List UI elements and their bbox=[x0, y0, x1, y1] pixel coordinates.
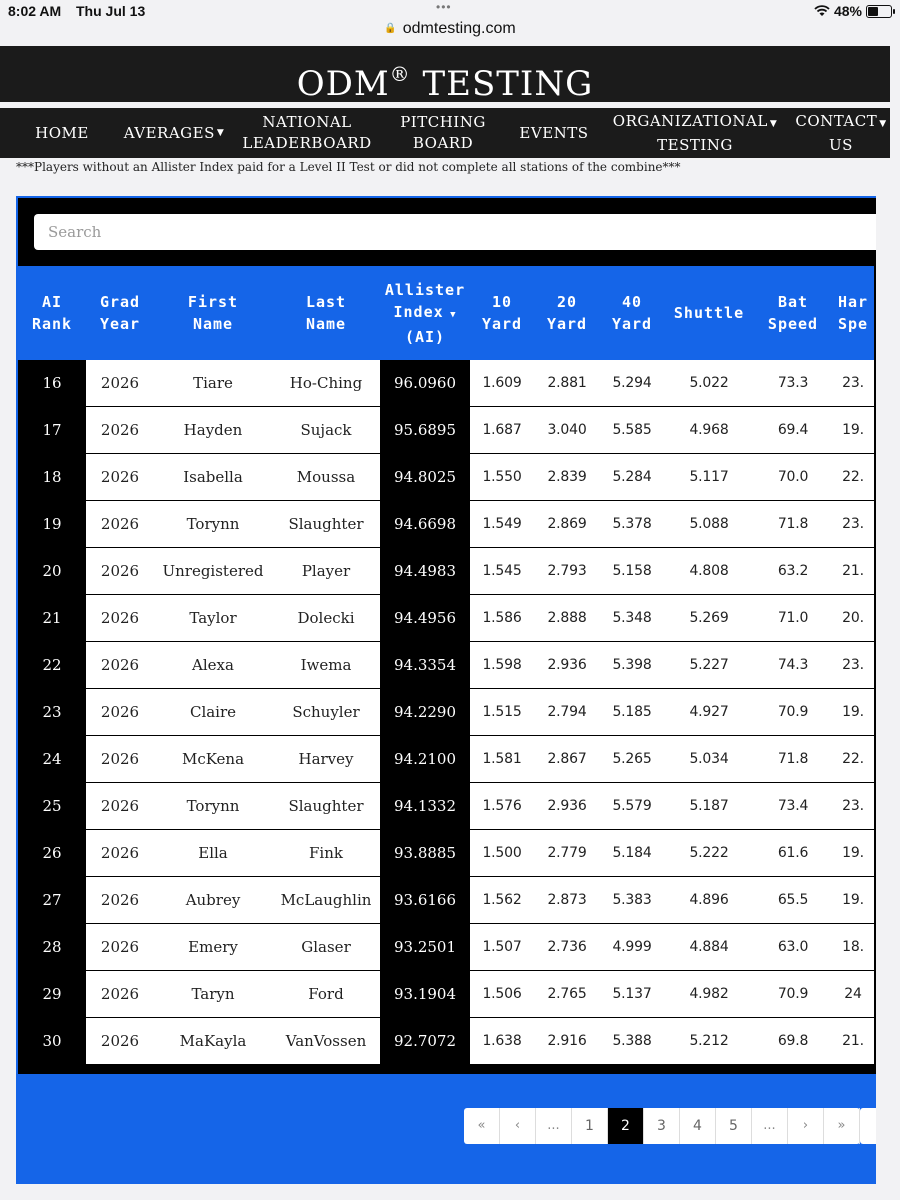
nav-averages[interactable]: AVERAGES ▼ bbox=[123, 123, 225, 142]
cell-last-name: Ho-Ching bbox=[272, 360, 380, 407]
cell-twenty-yard: 2.881 bbox=[534, 360, 600, 407]
cell-ten-yard: 1.550 bbox=[470, 454, 534, 501]
table-row[interactable] bbox=[18, 407, 874, 454]
cell-hand-speed: 18. bbox=[832, 924, 874, 971]
cell-twenty-yard: 3.040 bbox=[534, 407, 600, 454]
cell-allister-index: 94.2100 bbox=[380, 736, 470, 783]
cell-twenty-yard: 2.869 bbox=[534, 501, 600, 548]
table-row[interactable] bbox=[18, 501, 874, 548]
col-header-first-name[interactable]: First Name bbox=[154, 266, 272, 360]
leaderboard-panel bbox=[16, 196, 876, 1184]
cell-twenty-yard: 2.839 bbox=[534, 454, 600, 501]
date: Thu Jul 13 bbox=[76, 3, 146, 19]
cell-hand-speed: 23. bbox=[832, 783, 874, 830]
cell-hand-speed: 20. bbox=[832, 595, 874, 642]
ellipsis-button[interactable]: ... bbox=[536, 1108, 572, 1144]
cell-forty-yard: 5.348 bbox=[600, 595, 664, 642]
cell-shuttle: 5.222 bbox=[664, 830, 754, 877]
cell-forty-yard: 5.579 bbox=[600, 783, 664, 830]
cell-ai-rank: 27 bbox=[18, 877, 86, 924]
cell-forty-yard: 5.294 bbox=[600, 360, 664, 407]
cell-twenty-yard: 2.793 bbox=[534, 548, 600, 595]
lock-icon: 🔒 bbox=[384, 23, 397, 34]
table-body bbox=[18, 360, 874, 1065]
table-row[interactable] bbox=[18, 642, 874, 689]
table-row[interactable] bbox=[18, 548, 874, 595]
cell-hand-speed: 19. bbox=[832, 407, 874, 454]
cell-forty-yard: 5.398 bbox=[600, 642, 664, 689]
cell-grad-year: 2026 bbox=[86, 830, 154, 877]
cell-last-name: Ford bbox=[272, 971, 380, 1018]
cell-grad-year: 2026 bbox=[86, 1018, 154, 1065]
wifi-icon bbox=[814, 5, 830, 17]
cell-allister-index: 94.4956 bbox=[380, 595, 470, 642]
cell-allister-index: 94.8025 bbox=[380, 454, 470, 501]
cell-bat-speed: 70.9 bbox=[754, 971, 832, 1018]
cell-first-name: Unregistered bbox=[154, 548, 272, 595]
cell-shuttle: 5.227 bbox=[664, 642, 754, 689]
col-header-ai-rank[interactable]: AI Rank bbox=[18, 266, 86, 360]
site-title[interactable]: ODM® TESTING bbox=[0, 46, 890, 102]
cell-forty-yard: 5.137 bbox=[600, 971, 664, 1018]
cell-ten-yard: 1.609 bbox=[470, 360, 534, 407]
cell-grad-year: 2026 bbox=[86, 877, 154, 924]
nav-organizational-testing[interactable]: ORGANIZATIONAL ▼ TESTING bbox=[612, 111, 778, 154]
cell-hand-speed: 21. bbox=[832, 548, 874, 595]
cell-first-name: Claire bbox=[154, 689, 272, 736]
cell-allister-index: 93.1904 bbox=[380, 971, 470, 1018]
cell-last-name: Schuyler bbox=[272, 689, 380, 736]
cell-shuttle: 5.187 bbox=[664, 783, 754, 830]
cell-grad-year: 2026 bbox=[86, 689, 154, 736]
table-row[interactable] bbox=[18, 454, 874, 501]
cell-bat-speed: 71.0 bbox=[754, 595, 832, 642]
cell-bat-speed: 74.3 bbox=[754, 642, 832, 689]
cell-bat-speed: 71.8 bbox=[754, 736, 832, 783]
cell-ten-yard: 1.545 bbox=[470, 548, 534, 595]
cell-forty-yard: 5.585 bbox=[600, 407, 664, 454]
cell-forty-yard: 5.184 bbox=[600, 830, 664, 877]
cell-ten-yard: 1.515 bbox=[470, 689, 534, 736]
cell-twenty-yard: 2.936 bbox=[534, 642, 600, 689]
caret-down-icon: ▼ bbox=[879, 118, 887, 129]
cell-ai-rank: 20 bbox=[18, 548, 86, 595]
cell-forty-yard: 5.378 bbox=[600, 501, 664, 548]
nav-national-leaderboard[interactable]: NATIONAL LEADERBOARD bbox=[242, 113, 372, 152]
caret-down-icon: ▼ bbox=[216, 127, 225, 138]
cell-first-name: Torynn bbox=[154, 783, 272, 830]
cell-first-name: Torynn bbox=[154, 501, 272, 548]
cell-hand-speed: 21. bbox=[832, 1018, 874, 1065]
cell-hand-speed: 23. bbox=[832, 642, 874, 689]
col-header-grad-year[interactable]: Grad Year bbox=[86, 266, 154, 360]
cell-ten-yard: 1.507 bbox=[470, 924, 534, 971]
cell-ten-yard: 1.576 bbox=[470, 783, 534, 830]
battery-icon bbox=[866, 5, 892, 18]
cell-first-name: Hayden bbox=[154, 407, 272, 454]
cell-last-name: Slaughter bbox=[272, 783, 380, 830]
cell-shuttle: 4.968 bbox=[664, 407, 754, 454]
address-bar[interactable] bbox=[0, 20, 900, 38]
leaderboard-table bbox=[18, 266, 874, 1065]
cell-allister-index: 94.4983 bbox=[380, 548, 470, 595]
cell-first-name: Taryn bbox=[154, 971, 272, 1018]
cell-twenty-yard: 2.888 bbox=[534, 595, 600, 642]
cell-last-name: Dolecki bbox=[272, 595, 380, 642]
cell-forty-yard: 5.383 bbox=[600, 877, 664, 924]
cell-ai-rank: 23 bbox=[18, 689, 86, 736]
last-page-button[interactable]: » bbox=[824, 1108, 860, 1144]
cell-shuttle: 5.117 bbox=[664, 454, 754, 501]
cell-ai-rank: 22 bbox=[18, 642, 86, 689]
cell-shuttle: 5.022 bbox=[664, 360, 754, 407]
cell-last-name: Sujack bbox=[272, 407, 380, 454]
pagination bbox=[464, 1108, 860, 1144]
table-row[interactable] bbox=[18, 783, 874, 830]
cell-ten-yard: 1.581 bbox=[470, 736, 534, 783]
multitasking-dots-icon[interactable]: ••• bbox=[436, 0, 452, 14]
pagination-overflow bbox=[860, 1108, 876, 1144]
table-row[interactable] bbox=[18, 689, 874, 736]
page-1-button[interactable]: 1 bbox=[572, 1108, 608, 1144]
cell-last-name: Fink bbox=[272, 830, 380, 877]
cell-hand-speed: 19. bbox=[832, 877, 874, 924]
cell-grad-year: 2026 bbox=[86, 924, 154, 971]
table-row[interactable] bbox=[18, 360, 874, 407]
table-row[interactable] bbox=[18, 924, 874, 971]
cell-shuttle: 5.269 bbox=[664, 595, 754, 642]
nav-contact-us[interactable]: CONTACT ▼ US bbox=[795, 111, 887, 154]
cell-grad-year: 2026 bbox=[86, 971, 154, 1018]
cell-forty-yard: 5.185 bbox=[600, 689, 664, 736]
cell-ai-rank: 30 bbox=[18, 1018, 86, 1065]
page-3-button[interactable]: 3 bbox=[644, 1108, 680, 1144]
cell-allister-index: 93.8885 bbox=[380, 830, 470, 877]
cell-hand-speed: 19. bbox=[832, 689, 874, 736]
battery-percent: 48% bbox=[833, 3, 862, 19]
cell-forty-yard: 4.999 bbox=[600, 924, 664, 971]
cell-first-name: Isabella bbox=[154, 454, 272, 501]
cell-last-name: Slaughter bbox=[272, 501, 380, 548]
cell-ai-rank: 16 bbox=[18, 360, 86, 407]
cell-ai-rank: 24 bbox=[18, 736, 86, 783]
cell-bat-speed: 70.0 bbox=[754, 454, 832, 501]
cell-ai-rank: 25 bbox=[18, 783, 86, 830]
col-header-shuttle[interactable]: Shuttle bbox=[664, 266, 754, 360]
cell-twenty-yard: 2.873 bbox=[534, 877, 600, 924]
nav-events[interactable]: EVENTS bbox=[519, 123, 589, 142]
cell-bat-speed: 71.8 bbox=[754, 501, 832, 548]
cell-forty-yard: 5.388 bbox=[600, 1018, 664, 1065]
cell-ai-rank: 19 bbox=[18, 501, 86, 548]
cell-last-name: VanVossen bbox=[272, 1018, 380, 1065]
cell-hand-speed: 22. bbox=[832, 454, 874, 501]
nav-home[interactable]: HOME bbox=[35, 123, 89, 142]
table-row[interactable] bbox=[18, 1018, 874, 1065]
cell-allister-index: 95.6895 bbox=[380, 407, 470, 454]
cell-ten-yard: 1.500 bbox=[470, 830, 534, 877]
cell-grad-year: 2026 bbox=[86, 642, 154, 689]
cell-ten-yard: 1.687 bbox=[470, 407, 534, 454]
device-status-bar bbox=[0, 0, 900, 46]
col-header-allister-index[interactable]: Allister Index ▼ (AI) bbox=[380, 266, 470, 360]
cell-shuttle: 4.808 bbox=[664, 548, 754, 595]
prev-page-button[interactable]: ‹ bbox=[500, 1108, 536, 1144]
cell-first-name: Aubrey bbox=[154, 877, 272, 924]
cell-allister-index: 94.1332 bbox=[380, 783, 470, 830]
cell-first-name: McKena bbox=[154, 736, 272, 783]
cell-ai-rank: 28 bbox=[18, 924, 86, 971]
cell-allister-index: 93.2501 bbox=[380, 924, 470, 971]
cell-grad-year: 2026 bbox=[86, 548, 154, 595]
cell-first-name: MaKayla bbox=[154, 1018, 272, 1065]
cell-first-name: Ella bbox=[154, 830, 272, 877]
table-header-row bbox=[18, 266, 874, 360]
cell-shuttle: 4.884 bbox=[664, 924, 754, 971]
cell-bat-speed: 69.4 bbox=[754, 407, 832, 454]
cell-hand-speed: 24 bbox=[832, 971, 874, 1018]
url-text: odmtesting.com bbox=[402, 20, 516, 37]
cell-twenty-yard: 2.765 bbox=[534, 971, 600, 1018]
cell-forty-yard: 5.158 bbox=[600, 548, 664, 595]
cell-grad-year: 2026 bbox=[86, 454, 154, 501]
col-header-forty-yard[interactable]: 40 Yard bbox=[600, 266, 664, 360]
cell-forty-yard: 5.284 bbox=[600, 454, 664, 501]
cell-ten-yard: 1.506 bbox=[470, 971, 534, 1018]
table-row[interactable] bbox=[18, 971, 874, 1018]
cell-last-name: Moussa bbox=[272, 454, 380, 501]
page-4-button[interactable]: 4 bbox=[680, 1108, 716, 1144]
col-header-last-name[interactable]: Last Name bbox=[272, 266, 380, 360]
cell-allister-index: 94.6698 bbox=[380, 501, 470, 548]
cell-twenty-yard: 2.916 bbox=[534, 1018, 600, 1065]
cell-allister-index: 94.2290 bbox=[380, 689, 470, 736]
col-header-bat-speed[interactable]: Bat Speed bbox=[754, 266, 832, 360]
cell-grad-year: 2026 bbox=[86, 783, 154, 830]
cell-bat-speed: 73.3 bbox=[754, 360, 832, 407]
cell-ten-yard: 1.586 bbox=[470, 595, 534, 642]
cell-grad-year: 2026 bbox=[86, 360, 154, 407]
cell-first-name: Taylor bbox=[154, 595, 272, 642]
cell-ai-rank: 18 bbox=[18, 454, 86, 501]
cell-bat-speed: 69.8 bbox=[754, 1018, 832, 1065]
cell-last-name: McLaughlin bbox=[272, 877, 380, 924]
clock: 8:02 AM bbox=[8, 3, 62, 19]
cell-twenty-yard: 2.779 bbox=[534, 830, 600, 877]
table-row[interactable] bbox=[18, 877, 874, 924]
table-row[interactable] bbox=[18, 736, 874, 783]
cell-ten-yard: 1.549 bbox=[470, 501, 534, 548]
table-row[interactable] bbox=[18, 595, 874, 642]
cell-shuttle: 4.896 bbox=[664, 877, 754, 924]
cell-allister-index: 94.3354 bbox=[380, 642, 470, 689]
cell-hand-speed: 23. bbox=[832, 501, 874, 548]
col-header-ten-yard[interactable]: 10 Yard bbox=[470, 266, 534, 360]
status-right bbox=[814, 3, 892, 19]
cell-ai-rank: 26 bbox=[18, 830, 86, 877]
cell-first-name: Alexa bbox=[154, 642, 272, 689]
first-page-button[interactable]: « bbox=[464, 1108, 500, 1144]
cell-grad-year: 2026 bbox=[86, 595, 154, 642]
cell-ai-rank: 29 bbox=[18, 971, 86, 1018]
cell-first-name: Tiare bbox=[154, 360, 272, 407]
cell-ten-yard: 1.562 bbox=[470, 877, 534, 924]
cell-bat-speed: 61.6 bbox=[754, 830, 832, 877]
cell-hand-speed: 23. bbox=[832, 360, 874, 407]
cell-bat-speed: 63.0 bbox=[754, 924, 832, 971]
cell-allister-index: 93.6166 bbox=[380, 877, 470, 924]
cell-first-name: Emery bbox=[154, 924, 272, 971]
cell-last-name: Iwema bbox=[272, 642, 380, 689]
cell-hand-speed: 19. bbox=[832, 830, 874, 877]
nav-pitching-board[interactable]: PITCHING BOARD bbox=[400, 113, 486, 152]
cell-grad-year: 2026 bbox=[86, 736, 154, 783]
cell-ten-yard: 1.638 bbox=[470, 1018, 534, 1065]
caret-down-icon: ▼ bbox=[769, 118, 778, 129]
cell-last-name: Glaser bbox=[272, 924, 380, 971]
cell-twenty-yard: 2.794 bbox=[534, 689, 600, 736]
col-header-hand-speed[interactable]: Har Spe bbox=[832, 266, 874, 360]
cell-bat-speed: 73.4 bbox=[754, 783, 832, 830]
next-page-button[interactable]: › bbox=[788, 1108, 824, 1144]
cell-ai-rank: 21 bbox=[18, 595, 86, 642]
cell-allister-index: 92.7072 bbox=[380, 1018, 470, 1065]
ellipsis-button[interactable]: ... bbox=[752, 1108, 788, 1144]
cell-last-name: Harvey bbox=[272, 736, 380, 783]
page-2-button[interactable]: 2 bbox=[608, 1108, 644, 1144]
cell-shuttle: 5.034 bbox=[664, 736, 754, 783]
cell-ai-rank: 17 bbox=[18, 407, 86, 454]
sort-desc-icon: ▼ bbox=[443, 309, 457, 320]
cell-grad-year: 2026 bbox=[86, 407, 154, 454]
cell-last-name: Player bbox=[272, 548, 380, 595]
cell-shuttle: 4.927 bbox=[664, 689, 754, 736]
cell-bat-speed: 70.9 bbox=[754, 689, 832, 736]
cell-forty-yard: 5.265 bbox=[600, 736, 664, 783]
page-5-button[interactable]: 5 bbox=[716, 1108, 752, 1144]
col-header-twenty-yard[interactable]: 20 Yard bbox=[534, 266, 600, 360]
cell-allister-index: 96.0960 bbox=[380, 360, 470, 407]
cell-shuttle: 4.982 bbox=[664, 971, 754, 1018]
allister-index-note: ***Players without an Allister Index paid for a Level II Test or did not complete all stations of the combine*** bbox=[16, 160, 681, 174]
cell-grad-year: 2026 bbox=[86, 501, 154, 548]
table-row[interactable] bbox=[18, 830, 874, 877]
cell-twenty-yard: 2.867 bbox=[534, 736, 600, 783]
cell-hand-speed: 22. bbox=[832, 736, 874, 783]
cell-ten-yard: 1.598 bbox=[470, 642, 534, 689]
cell-bat-speed: 65.5 bbox=[754, 877, 832, 924]
cell-bat-speed: 63.2 bbox=[754, 548, 832, 595]
cell-shuttle: 5.212 bbox=[664, 1018, 754, 1065]
cell-twenty-yard: 2.936 bbox=[534, 783, 600, 830]
main-nav bbox=[0, 108, 890, 158]
cell-twenty-yard: 2.736 bbox=[534, 924, 600, 971]
cell-shuttle: 5.088 bbox=[664, 501, 754, 548]
search-input[interactable] bbox=[34, 214, 876, 250]
